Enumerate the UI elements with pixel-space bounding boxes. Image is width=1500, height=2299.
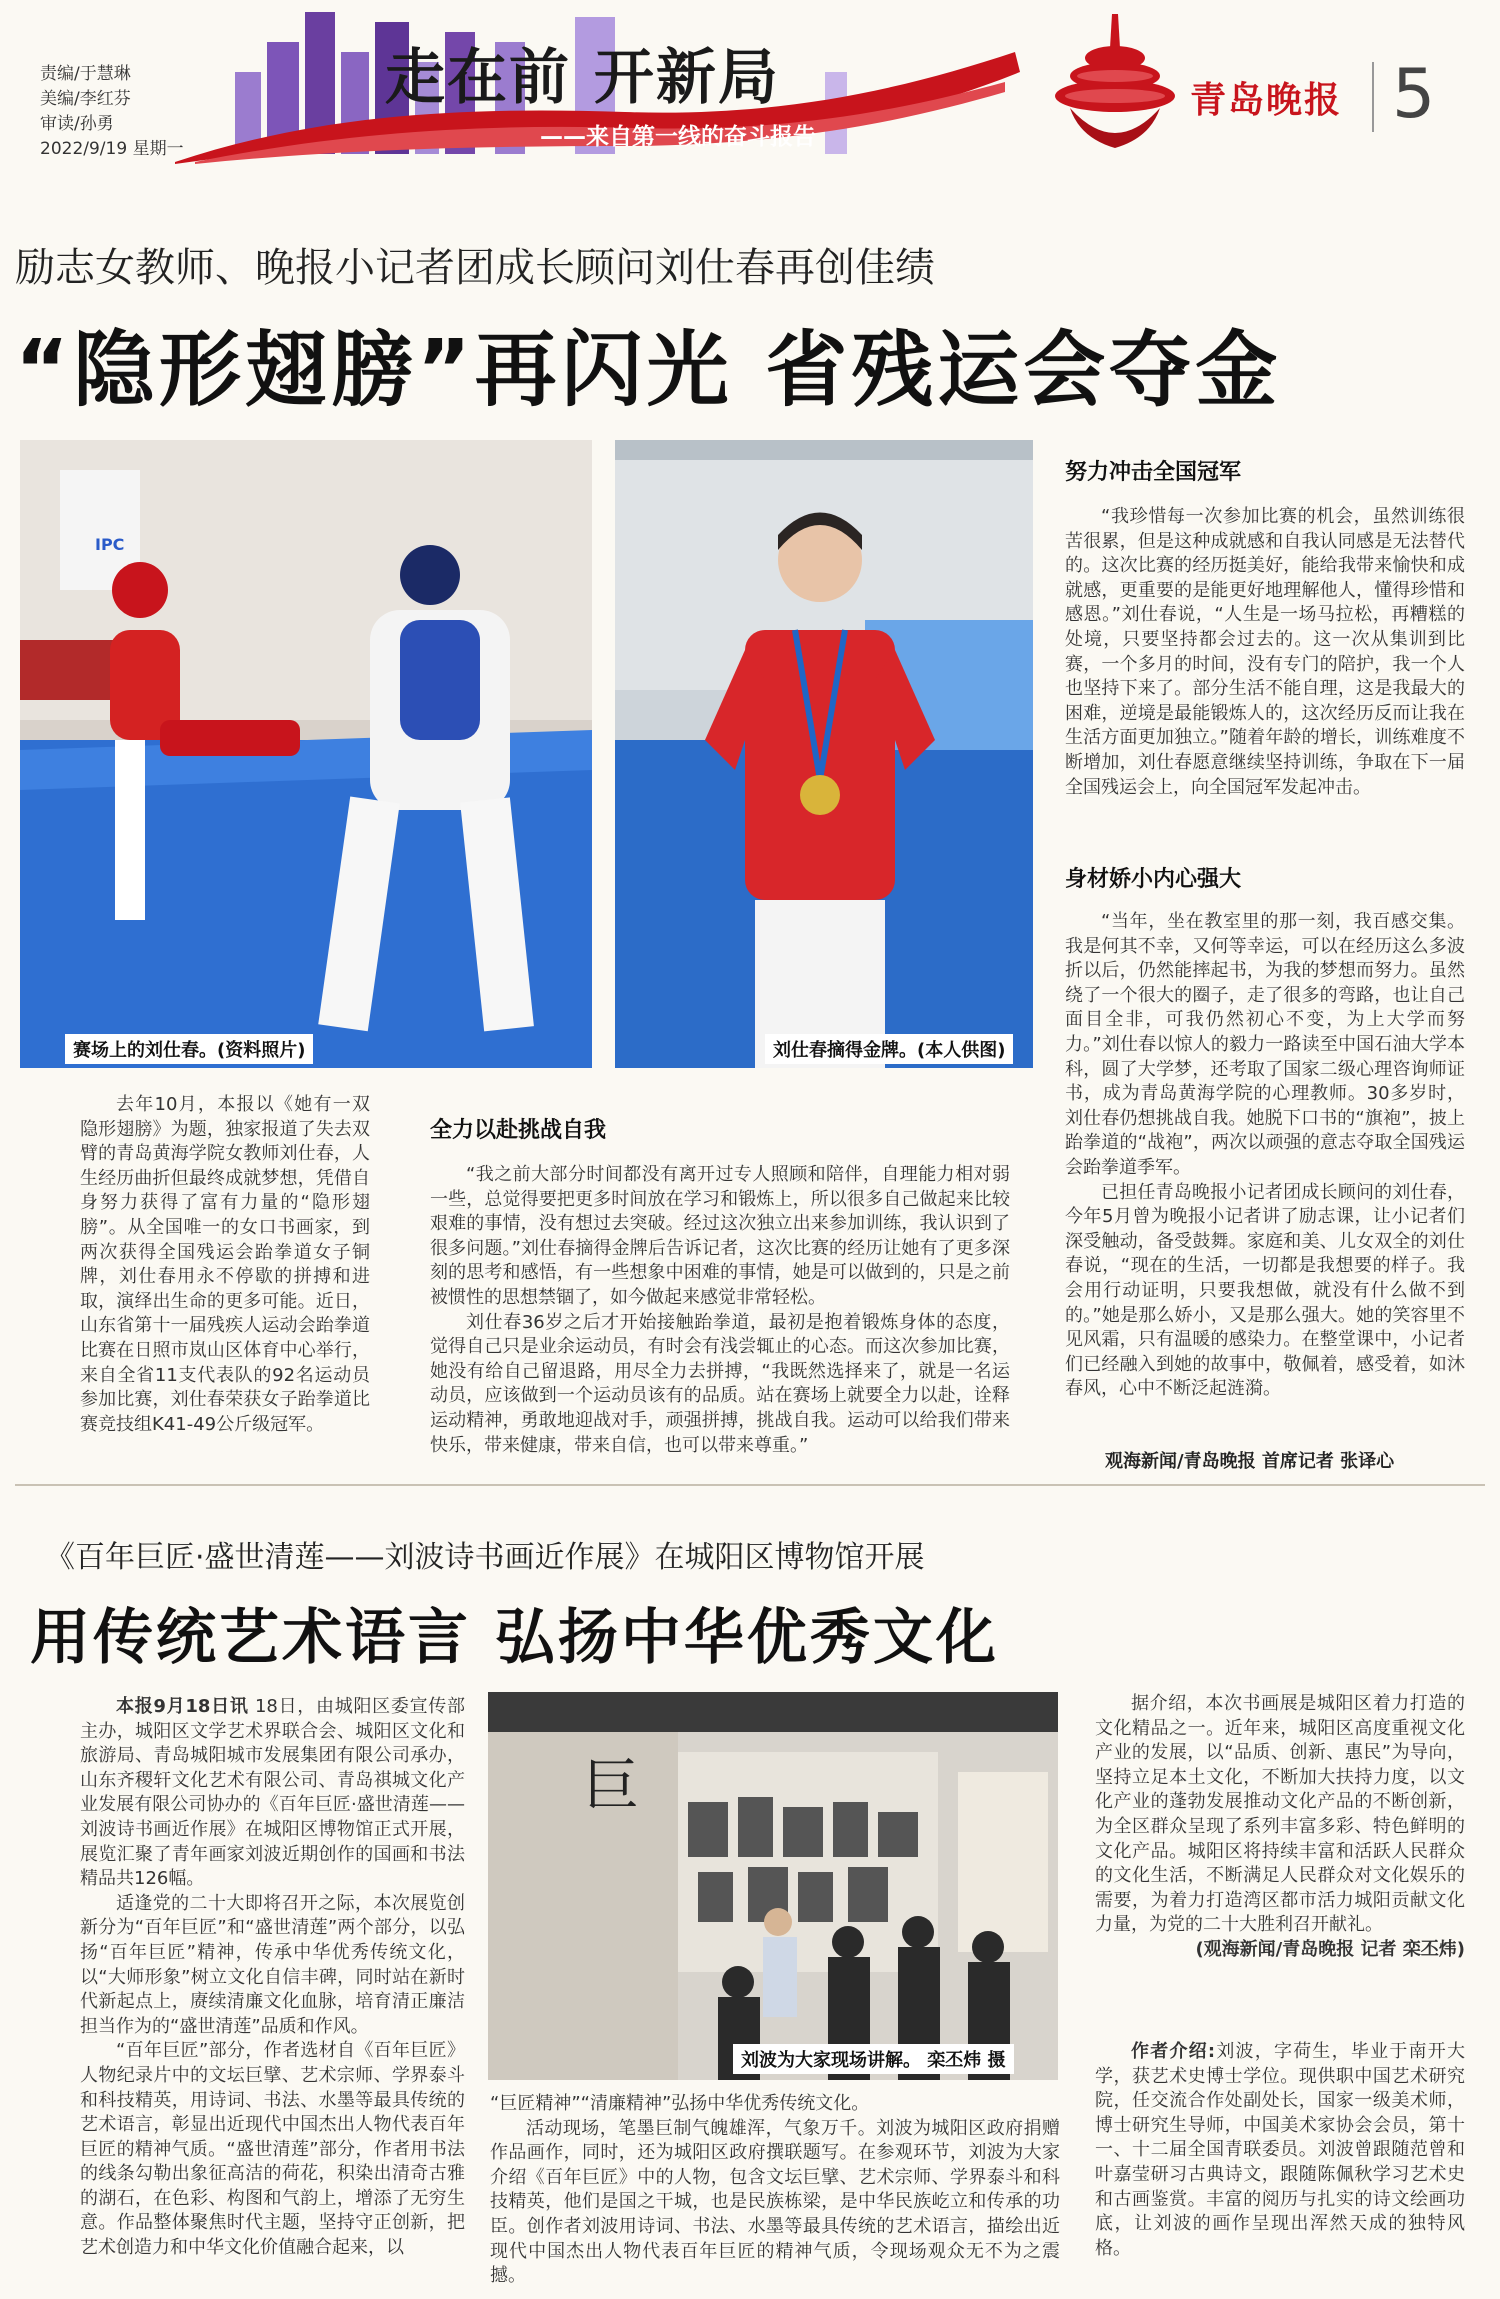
article1-kicker: 励志女教师、晚报小记者团成长顾问刘仕春再创佳绩 — [15, 245, 935, 291]
article2-photo-caption: 刘波为大家现场讲解。 栾丕炜 摄 — [733, 2044, 1014, 2074]
ipc-board-text: IPC — [95, 535, 125, 554]
article1-section3-title: 身材娇小内心强大 — [1065, 867, 1242, 892]
article1-lead-text: 去年10月，本报以《她有一双隐形翅膀》为题，独家报道了失去双臂的青岛黄海学院女教师刘仕春，人生经历曲折但最终成就梦想，凭借自身努力获得了富有力量的“隐形翅膀”。从全国唯一的女口书画家，到两次获得全国残运会跆拳道女子铜牌，刘仕春用永不停歇的拼搏和进取，演绎出生命的更多可能。近日，山东省第十一届残疾人运动会跆拳道比赛在日照市岚山区体育中心举行，来自全省11支代表队的92名运动员参加比赛，刘仕春荣获女子跆拳道比赛竞技组K41-49公斤级冠军。 — [80, 1094, 370, 1435]
article2-author-intro — [1095, 2040, 1465, 2261]
article1-section1-para: 刘仕春36岁之后才开始接触跆拳道，最初是抱着锻炼身体的态度，觉得自己只是业余运动员，有时会有浅尝辄止的心态。而这次参加比赛，她没有给自己留退路，用尽全力去拼搏，“我既然选择来了，就是一名运动员，应该做到一个运动员该有的品质。站在赛场上就要全力以赴，诠释运动精神，勇敢地迎战对手，顽强拼搏，挑战自我。运动可以给我们带来快乐，带来健康，带来自信，也可以带来尊重。” — [430, 1311, 1010, 1456]
banner-subtitle: ——来自第一线的奋斗报告 — [540, 124, 816, 150]
article1-photo1-caption: 赛场上的刘仕春。(资料照片) — [65, 1034, 313, 1064]
article2-right-column — [1095, 1692, 1465, 1963]
article2-byline: (观海新闻/青岛晚报 记者 栾丕炜) — [1195, 1938, 1465, 1960]
article1-section3-para: “当年，坐在教室里的那一刻，我百感交集。我是何其不幸，又何等幸运，可以在经历这么多波折以后，仍然能摔起书，为我的梦想而努力。虽然绕了一个很大的圈子，走了很多的弯路，也让自己面目全非，可我仍然初心不变，为上大学而努力。”刘仕春以惊人的毅力一路读至中国石油大学本科，圆了大学梦，还考取了国家二级心理咨询师证书，成为青岛黄海学院的心理教师。30多岁时，刘仕春仍想挑战自我。她脱下口书的“旗袍”，披上跆拳道的“战袍”，两次以顽强的意志夺取全国残运会跆拳道季军。 — [1065, 911, 1465, 1178]
article2-para: 据介绍，本次书画展是城阳区着力打造的文化精品之一。近年来，城阳区高度重视文化产业的发展，以“品质、创新、惠民”为导向，坚持立足本土文化，不断加大扶持力度，以文化产业的蓬勃发展推动文化产品的不断创新，为全区群众呈现了系列丰富多彩、特色鲜明的文化产品。城阳区将持续丰富和活跃人民群众的文化生活，不断满足人民群众对文化娱乐的需要，为着力打造湾区都市活力城阳贡献文化力量，为党的二十大胜利召开献礼。 — [1095, 1693, 1465, 1936]
article1-section1-para: “我之前大部分时间都没有离开过专人照顾和陪伴，自理能力相对弱一些，总觉得要把更多时间放在学习和锻炼上，所以很多自己做起来比较艰难的事情，没有想过去突破。经过这次独立出来参加训练，我认识到了很多问题。”刘仕春摘得金牌后告诉记者，这次比赛的经历让她有了更多深刻的思考和感悟，有一些想象中困难的事情，她是可以做到的，只是之前被惯性的思想禁锢了，如今做起来感觉非常轻松。 — [430, 1164, 1010, 1308]
article-divider — [15, 1484, 1485, 1486]
article2-para: 适逢党的二十大即将召开之际，本次展览创新分为“百年巨匠”和“盛世清莲”两个部分，以弘扬“百年巨匠”精神，传承中华优秀传统文化，以“大师形象”树立文化自信丰碑，同时站在新时代新起点上，赓续清廉文化血脉，培育清正廉洁担当作为的“盛世清莲”品质和作风。 — [80, 1892, 465, 2037]
article1-section2-para: “我珍惜每一次参加比赛的机会，虽然训练很苦很累，但是这种成就感和自我认同感是无法替代的。这次比赛的经历挺美好，能给我带来愉快和成就感，更重要的是能更好地理解他人，懂得珍惜和感恩。”刘仕春说，“人生是一场马拉松，再糟糕的处境，只要坚持都会过去的。这一次从集训到比赛，一个多月的时间，没有专门的陪护，我一个人也坚持下来了。部分生活不能自理，这是我最大的困难，逆境是最能锻炼人的，这次经历反而让我在生活方面更加独立。”随着年龄的增长，训练难度不断增加，刘仕春愿意继续坚持训练，争取在下一届全国残运会上，向全国冠军发起冲击。 — [1065, 506, 1465, 798]
article2-para: “百年巨匠”部分，作者选材自《百年巨匠》人物纪录片中的文坛巨擘、艺术宗师、学界泰斗和科技精英，用诗词、书法、水墨等最具传统的艺术语言，彰显出近现代中国杰出人物代表百年巨匠的精神气质。“盛世清莲”部分，作者用书法的线条勾勒出象征高洁的荷花，积染出清奇古雅的湖石，在色彩、构图和气韵上，增添了无穷生意。作品整体聚焦时代主题，坚持守正创新，把艺术创造力和中华文化价值融合起来，以 — [80, 2040, 465, 2259]
article1-section1-body — [430, 1163, 1010, 1458]
article2-author-para: 作者介绍:刘波，字荷生，毕业于南开大学，获艺术史博士学位。现供职中国艺术研究院，任交流合作处副处长，国家一级美术师，博士研究生导师，中国美术家协会会员，第十一、十二届全国青联委员。刘波曾跟随范曾和叶嘉莹研习古典诗文，跟随陈佩秋学习艺术史和古画鉴赏。丰富的阅历与扎实的诗文绘画功底，让刘波的画作呈现出浑然天成的独特风格。 — [1095, 2041, 1465, 2259]
newspaper-name: 青岛晚报 — [1190, 79, 1343, 121]
newspaper-logo-icon — [1040, 8, 1190, 158]
medal-photo-image — [615, 440, 1033, 1068]
article1-photo2-caption: 刘仕春摘得金牌。(本人供图) — [765, 1034, 1013, 1064]
article2-dateline: 本报9月18日讯 — [116, 1696, 249, 1717]
article1-section2-title: 努力冲击全国冠军 — [1065, 460, 1242, 485]
exhibition-photo-image — [488, 1692, 1058, 2080]
exhibition-wall-character: 巨 — [583, 1754, 639, 1819]
article1-section3-body — [1065, 910, 1465, 1402]
issue-date: 2022/9/19 星期一 — [40, 139, 184, 159]
article2-photo-exhibition — [488, 1692, 1058, 2080]
article1-photo-medal — [615, 440, 1033, 1068]
author-intro-label: 作者介绍: — [1131, 2041, 1216, 2062]
article2-left-column — [80, 1695, 465, 2261]
article1-section2-body — [1065, 505, 1465, 800]
article2-para: 本报9月18日讯 18日，由城阳区委宣传部主办，城阳区文学艺术界联合会、城阳区文化和旅游局、青岛城阳城市发展集团有限公司承办，山东齐稷轩文化艺术有限公司、青岛祺城文化产业发展有限公司协办的《百年巨匠·盛世清莲——刘波诗书画近作展》在城阳区博物馆正式开展，展览汇聚了青年画家刘波近期创作的国画和书法精品共126幅。 — [80, 1696, 465, 1890]
article2-kicker: 《百年巨匠·盛世清莲——刘波诗书画近作展》在城阳区博物馆开展 — [45, 1540, 925, 1575]
proofreader-name: 审读/孙勇 — [40, 114, 114, 134]
article2-headline: 用传统艺术语言 弘扬中华优秀文化 — [30, 1603, 999, 1673]
article1-lead — [80, 1093, 370, 1437]
article2-middle-column — [490, 2092, 1060, 2289]
article1-byline: 观海新闻/青岛晚报 首席记者 张译心 — [1105, 1451, 1395, 1472]
editor-name: 责编/于慧琳 — [40, 64, 131, 84]
designer-name: 美编/李红芬 — [40, 89, 131, 109]
page-number-divider — [1372, 62, 1374, 132]
banner-title: 走在前 开新局 — [385, 43, 780, 113]
article1-section1-title: 全力以赴挑战自我 — [430, 1118, 607, 1143]
page-number: 5 — [1392, 55, 1436, 134]
article1-section3-para: 已担任青岛晚报小记者团成长顾问的刘仕春，今年5月曾为晚报小记者讲了励志课，让小记者们深受触动，备受鼓舞。家庭和美、儿女双全的刘仕春说，“现在的生活，一切都是我想要的样子。我会用行动证明，只要我想做，就没有什么做不到的。”她是那么娇小，又是那么强大。她的笑容里不见风霜，只有温暖的感染力。在整堂课中，小记者们已经融入到她的故事中，敬佩着，感受着，如沐春风，心中不断泛起涟漪。 — [1065, 1181, 1465, 1400]
article2-para: 活动现场，笔墨巨制气魄雄浑，气象万千。刘波为城阳区政府捐赠作品画作，同时，还为城阳区政府撰联题写。在参观环节，刘波为大家介绍《百年巨匠》中的人物，包含文坛巨擘、艺术宗师、学界泰斗和科技精英，他们是国之干城，也是民族栋梁，是中华民族屹立和传承的功臣。创作者刘波用诗词、书法、水墨等最具传统的艺术语言，描绘出近现代中国杰出人物代表百年巨匠的精神气质，令现场观众无不为之震撼。 — [490, 2117, 1060, 2287]
article1-headline: “隐形翅膀”再闪光 省残运会夺金 — [15, 323, 1282, 418]
article1-photo-match — [20, 440, 592, 1068]
editor-credits — [40, 62, 184, 162]
article2-para: “巨匠精神”“清廉精神”弘扬中华优秀传统文化。 — [490, 2093, 870, 2114]
